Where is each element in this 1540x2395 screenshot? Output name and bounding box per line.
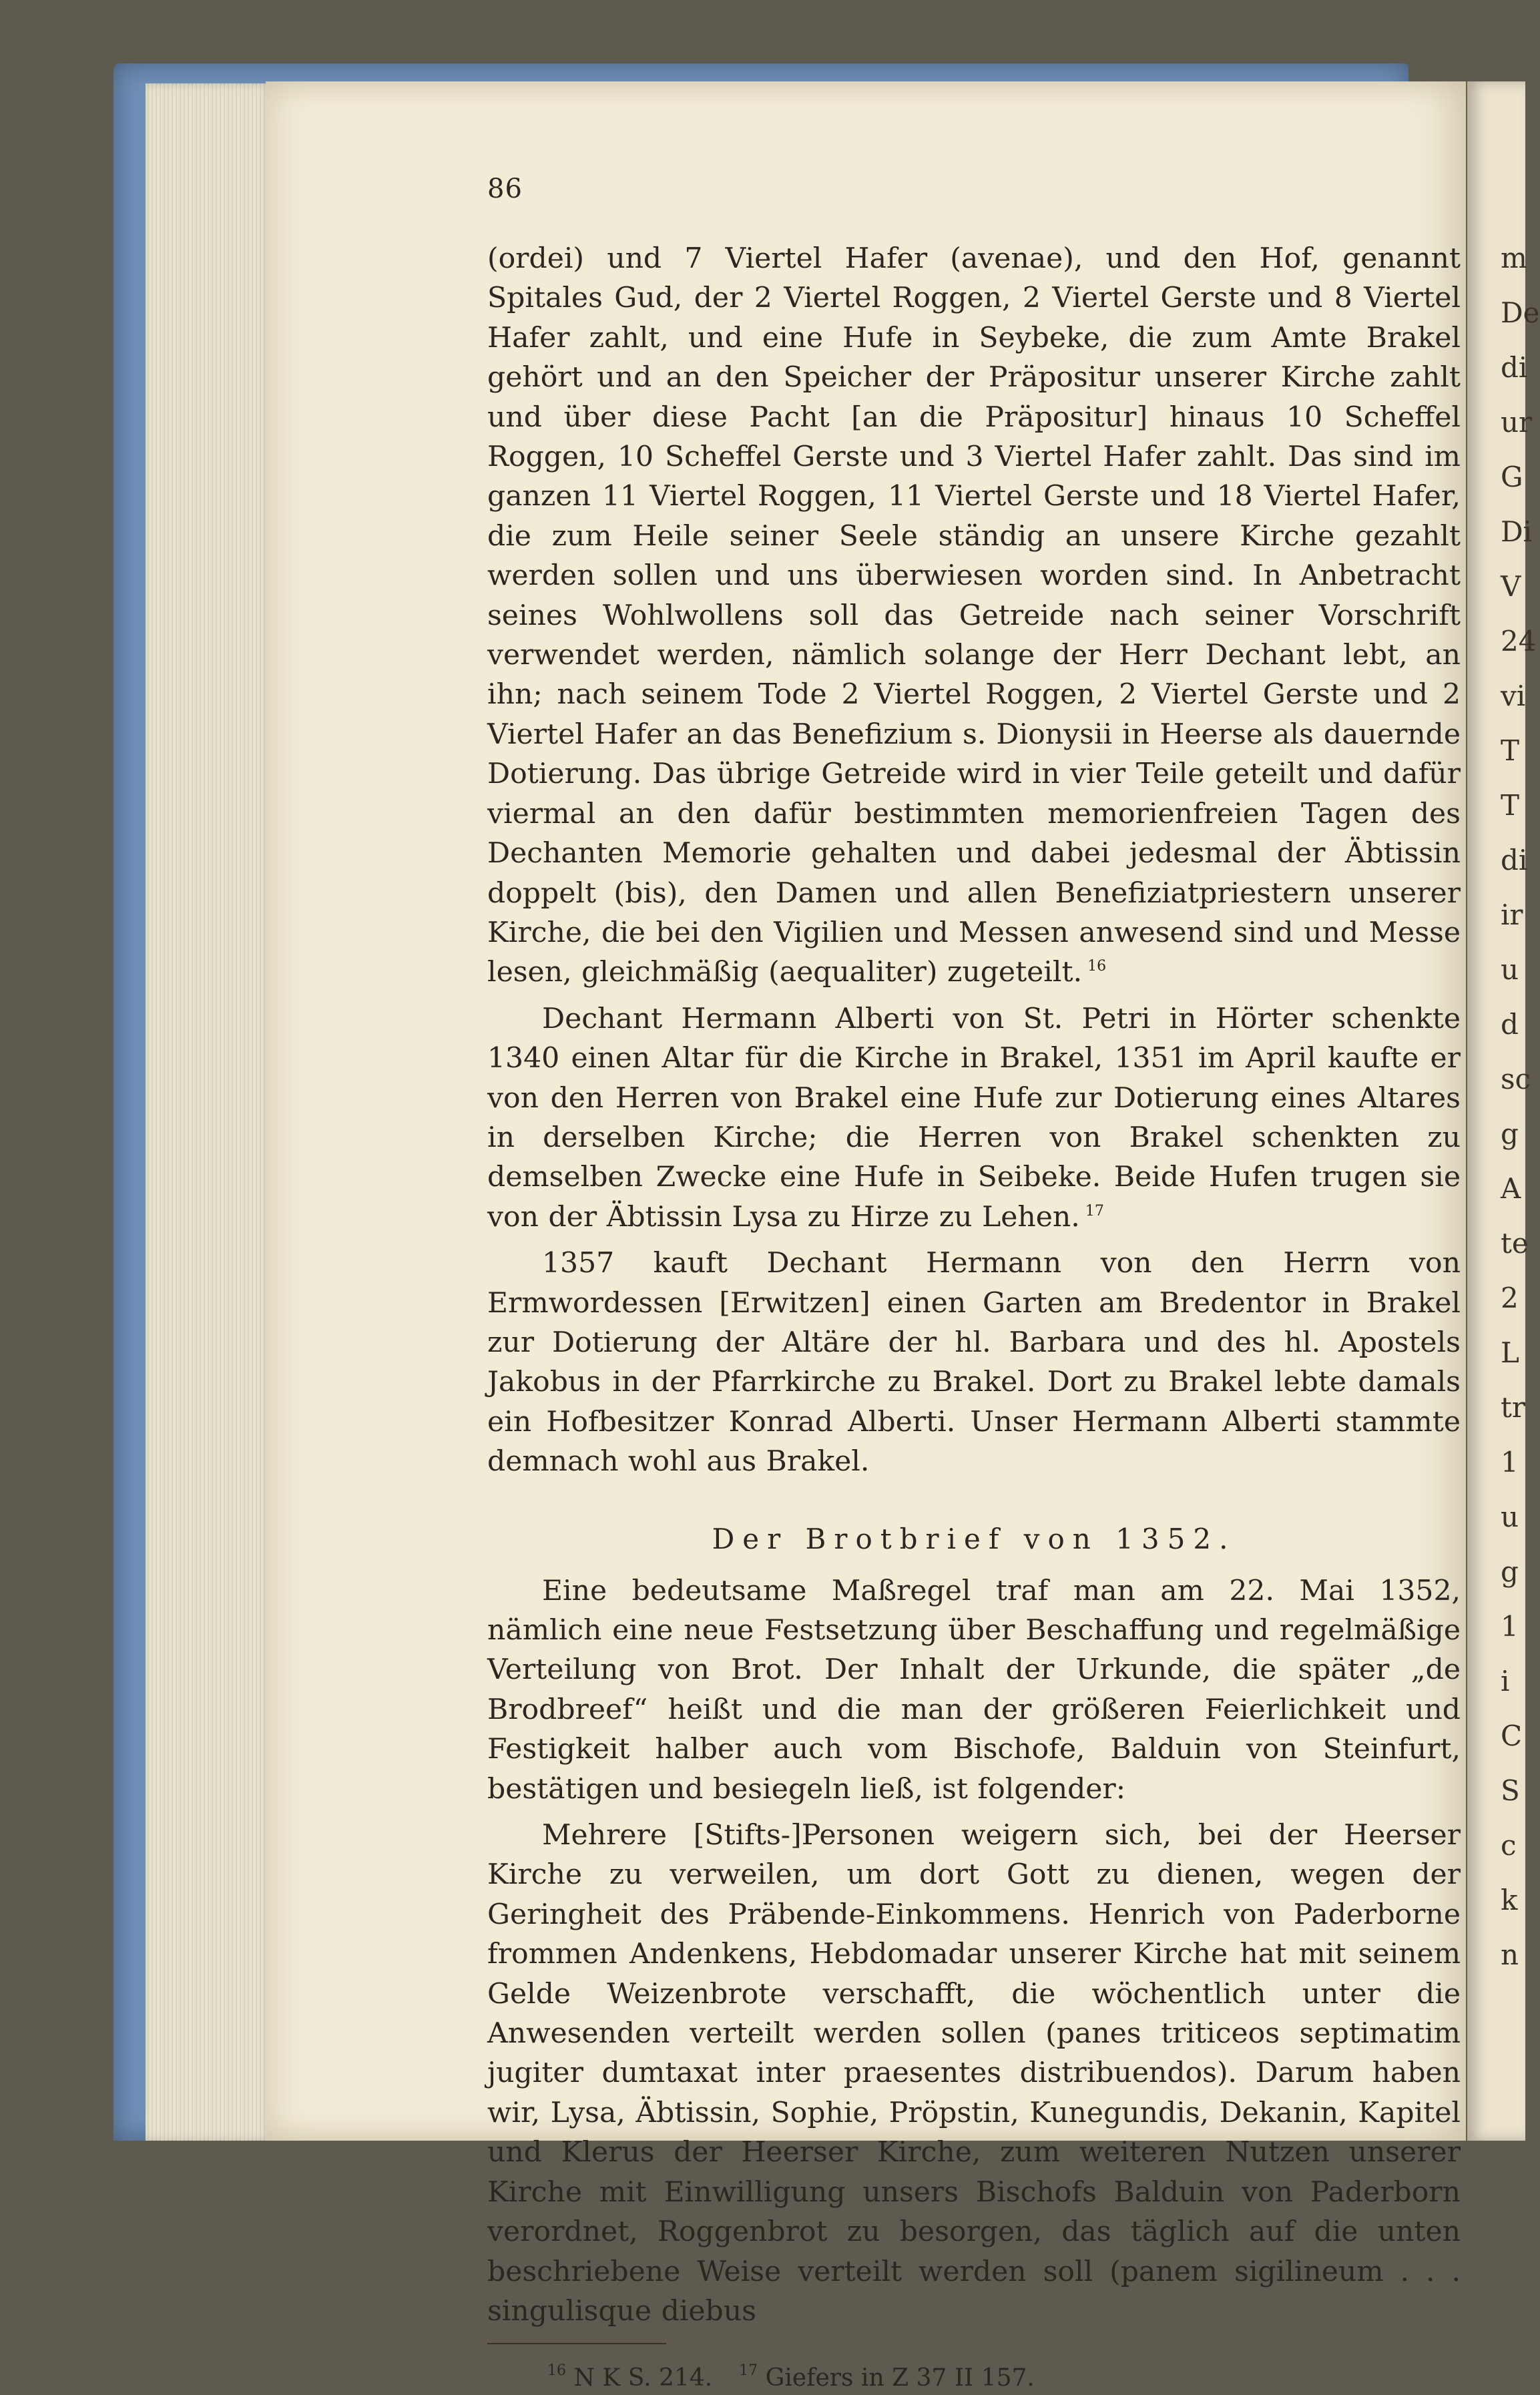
facing-page-fragment: T: [1501, 734, 1520, 767]
body-section-1: [487, 239, 1461, 1482]
facing-page-fragment: 24: [1501, 625, 1537, 657]
paragraph-text: (ordei) und 7 Viertel Hafer (avenae), und den Hof, genannt Spitales Gud, der 2 Viertel Roggen, 2 Viertel Gerste und 8 Viertel Hafer zahlt, und eine Hufe in Seybeke, die zum Amte Brakel gehört und an den Speicher der Präpositur unserer Kirche zahlt und über diese Pacht [an die Präpositur] hinaus 10 Scheffel Roggen, 10 Scheffel Gerste und 3 Viertel Hafer zahlt. Das sind im ganzen 11 Viertel Roggen, 11 Viertel Gerste und 18 Viertel Hafer, die zum Heile seiner Seele ständig an unsere Kirche gezahlt werden sollen und uns überwiesen worden sind. In Anbetracht seines Wohlwollens soll das Getreide nach seiner Vorschrift verwendet werden, nämlich solange der Herr Dechant lebt, an ihn; nach seinem Tode 2 Viertel Roggen, 2 Viertel Gerste und 2 Viertel Hafer an das Benefizium s. Dionysii in Heerse als dauernde Dotierung. Das übrige Getreide wird in vier Teile geteilt und dafür viermal an den dafür bestimmten memorienfreien Tagen des Dechanten Memorie gehalten und dabei jedesmal der Äbtissin doppelt (bis), den Damen und allen Benefiziatpriestern unserer Kirche, die bei den Vigilien und Messen anwesend sind und Messe lesen, gleichmäßig (aequaliter) zugeteilt.: [487, 242, 1461, 989]
facing-page-fragment: di: [1501, 351, 1528, 384]
facing-page-fragment: 2: [1501, 1282, 1519, 1314]
facing-page-fragment: G: [1501, 461, 1523, 493]
facing-page-fragment: c: [1501, 1829, 1517, 1862]
facing-page-fragment: sc: [1501, 1063, 1531, 1095]
paragraph: [487, 1816, 1461, 2331]
page-edges: [146, 83, 272, 2141]
facing-page-fragment: n: [1501, 1938, 1519, 1971]
body-section-2: [487, 1571, 1461, 2332]
footnote-text: N K S. 214.: [566, 2364, 713, 2392]
facing-page-fragment: u: [1501, 953, 1519, 986]
paragraph: [487, 999, 1461, 1237]
footnote-ref: 17: [1079, 1202, 1104, 1220]
facing-page-fragment: ir: [1501, 898, 1523, 931]
facing-page-fragment: 1: [1501, 1446, 1519, 1479]
facing-page-fragment: De: [1501, 296, 1540, 329]
page-number: 86: [487, 174, 523, 204]
footnote-number: 17: [739, 2362, 758, 2380]
paragraph-text: Eine bedeutsame Maßregel traf man am 22. Mai 1352, nämlich eine neue Festsetzung über Beschaffung und regelmäßige Verteilung von Brot. Der Inhalt der Urkunde, die später „de Brodbreef“ heißt und die man der größeren Feierlichkeit und Festigkeit halber auch vom Bischofe, Balduin von Steinfurt, bestätigen und besiegeln ließ, ist folgender:: [487, 1574, 1461, 1806]
facing-page-fragment: te: [1501, 1227, 1529, 1260]
footnote-number: 16: [547, 2362, 566, 2380]
facing-page-fragment: d: [1501, 1008, 1519, 1041]
paragraph-text: Dechant Hermann Alberti von St. Petri in Hörter schenkte 1340 einen Altar für die Kirche in Brakel, 1351 im April kaufte er von den Herren von Brakel eine Hufe zur Dotierung eines Altares in derselben Kirche; die Herren von Brakel schenkten zu demselben Zwecke eine Hufe in Seibeke. Beide Hufen trugen sie von der Äbtissin Lysa zu Hirze zu Lehen.: [487, 1002, 1461, 1234]
paragraph: [487, 1571, 1461, 1809]
footnote-ref: 16: [1082, 958, 1107, 975]
footnote-text: Giefers in Z 37 II 157.: [758, 2364, 1035, 2392]
footnote: [547, 2364, 712, 2392]
section-heading: Der Brotbrief von 1352.: [712, 1522, 1236, 1555]
facing-page-fragment: m: [1501, 242, 1527, 274]
footnotes: [487, 2362, 1461, 2395]
facing-page-fragment: u: [1501, 1501, 1519, 1533]
facing-page-fragment: 1: [1501, 1610, 1519, 1643]
facing-page-fragment: g: [1501, 1117, 1519, 1150]
page-text: [487, 174, 1461, 2395]
paragraph-text: Mehrere [Stifts-]Personen weigern sich, bei der Heerser Kirche zu verweilen, um dort Gott zu dienen, wegen der Geringheit des Präbende-Einkommens. Henrich von Paderborne frommen Andenkens, Hebdomadar unserer Kirche hat mit seinem Gelde Weizenbrote verschafft, die wöchentlich unter die Anwesenden verteilt werden sollen (panes triticeos septimatim jugiter dumtaxat inter praesentes distribuendos). Darum haben wir, Lysa, Äbtissin, Sophie, Pröpstin, Kunegundis, Dekanin, Kapitel und Klerus der Heerser Kirche, zum weiteren Nutzen unserer Kirche mit Einwilligung unsers Bischofs Balduin von Paderborn verordnet, Roggenbrot zu besorgen, das täglich auf die unten beschriebene Weise verteilt werden soll (panem sigilineum . . . singulisque diebus: [487, 1819, 1461, 2328]
facing-page-fragment: g: [1501, 1555, 1519, 1588]
paragraph-text: 1357 kauft Dechant Hermann von den Herrn von Ermwordessen [Erwitzen] einen Garten am Bredentor in Brakel zur Dotierung der Altäre der hl. Barbara und des hl. Apostels Jakobus in der Pfarrkirche zu Brakel. Dort zu Brakel lebte damals ein Hofbesitzer Konrad Alberti. Unser Hermann Alberti stammte demnach wohl aus Brakel.: [487, 1247, 1461, 1479]
paragraph: [487, 239, 1461, 993]
facing-page-fragment: C: [1501, 1719, 1523, 1752]
facing-page-fragment: A: [1501, 1172, 1521, 1205]
footnote: [739, 2364, 1035, 2392]
facing-page-fragment: ur: [1501, 406, 1533, 439]
facing-page: [1467, 81, 1540, 2141]
facing-page-fragment: i: [1501, 1665, 1510, 1697]
facing-page-fragment: V: [1501, 570, 1521, 603]
facing-page-fragment: T: [1501, 789, 1520, 822]
facing-page-fragment: di: [1501, 844, 1528, 876]
facing-page-fragment: L: [1501, 1336, 1519, 1369]
facing-page-fragment: vi: [1501, 680, 1526, 712]
paragraph: [487, 1244, 1461, 1481]
facing-page-fragment: S: [1501, 1774, 1520, 1807]
footnote-rule: [487, 2343, 666, 2344]
facing-page-fragment: tr: [1501, 1391, 1525, 1424]
facing-page-fragment: k: [1501, 1884, 1518, 1916]
facing-page-fragment: Di: [1501, 515, 1533, 548]
